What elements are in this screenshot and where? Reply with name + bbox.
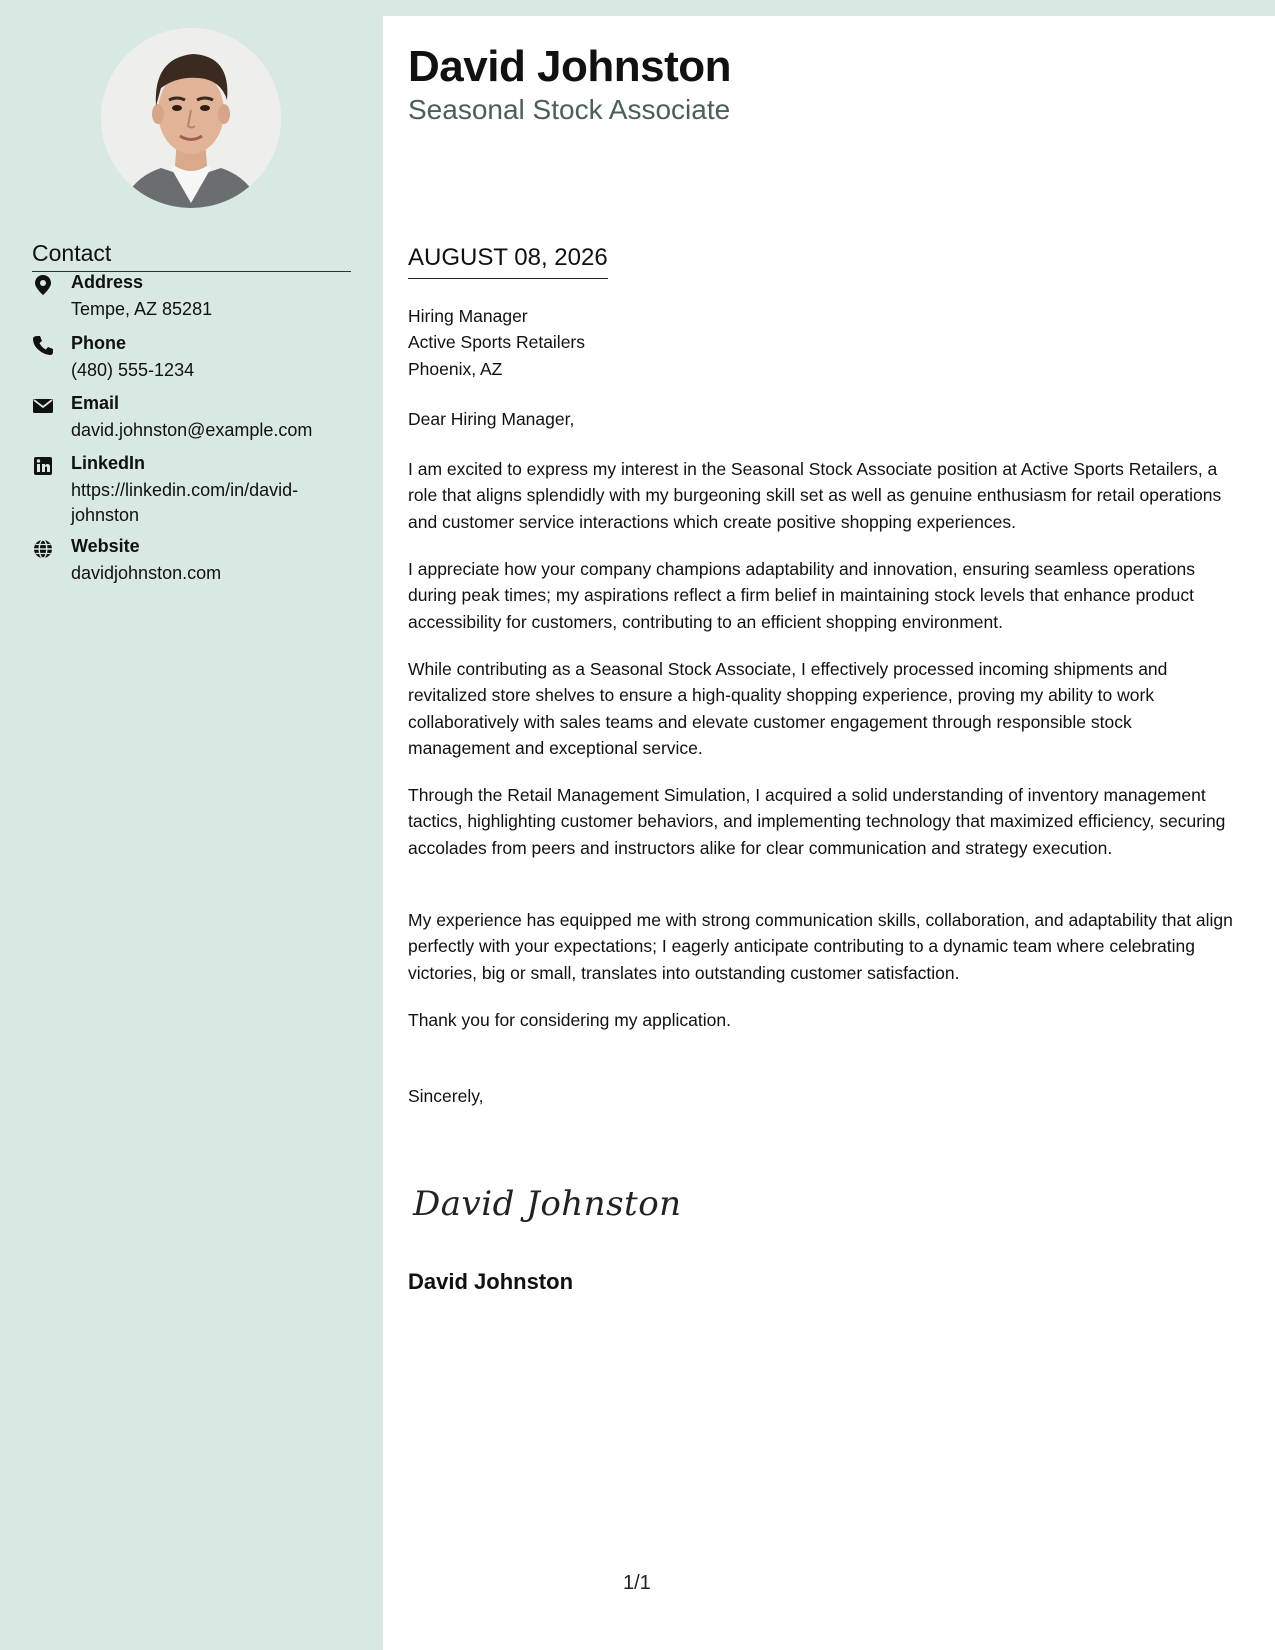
letter-paragraph: I am excited to express my interest in the Seasonal Stock Associate position at Active Sports Retailers, a role that aligns splendidly with my burgeoning skill set as well as genuine enthusiasm for retail operations and customer service interactions which create positive shopping experiences. [408,459,1222,532]
applicant-name: David Johnston [408,42,732,91]
letter-paragraph: While contributing as a Seasonal Stock Associate, I effectively processed incoming shipments and revitalized store shelves to ensure a high-quality shopping experience, proving my ability to work collaboratively with sales teams and elevate customer engagement through responsible stock management and exceptional service. [408,659,1168,758]
contact-heading: Contact [32,240,351,272]
page-number: 1/1 [623,1572,651,1594]
address-label: Address [71,272,144,292]
applicant-role: Seasonal Stock Associate [408,94,731,125]
linkedin-icon [32,455,54,477]
sign-off: Sincerely, [408,1086,484,1106]
salutation: Dear Hiring Manager, [408,409,575,429]
phone-icon [32,335,54,357]
profile-photo [101,28,281,208]
recipient-line: Hiring Manager [408,306,528,326]
email-value[interactable]: david.johnston@example.com [71,420,313,440]
letter-body [383,16,1275,1650]
signer-name: David Johnston [408,1269,574,1294]
letter-paragraph: My experience has equipped me with strong communication skills, collaboration, and adaptability that align perfectly with your expectations; I eagerly anticipate contributing to a dynamic team where celebrating victories, big or small, translates into outstanding customer satisfaction. [408,910,1233,983]
portrait-image [101,28,281,208]
phone-label: Phone [71,333,127,353]
website-value[interactable]: davidjohnston.com [71,563,222,583]
phone-value: (480) 555-1234 [71,360,195,380]
letter-paragraph: I appreciate how your company champions adaptability and innovation, ensuring seamless operations during peak times; my aspirations reflect a firm belief in maintaining stock levels that enhance product accessibility for customers, contributing to an efficient shopping environment. [408,559,1195,632]
linkedin-value[interactable]: https://linkedin.com/in/david-johnston [71,480,299,525]
letter-paragraph: Through the Retail Management Simulation, I acquired a solid understanding of inventory management tactics, highlighting customer behaviors, and implementing technology that maximized efficiency, securing accolades from peers and instructors alike for clear communication and strategy execution. [408,785,1226,858]
closing-line: Thank you for considering my application. [408,1010,731,1030]
globe-icon [32,538,54,560]
recipient-line: Active Sports Retailers [408,332,586,353]
recipient-block [408,303,1238,382]
letter-date: AUGUST 08, 2026 [408,244,608,279]
envelope-icon [32,395,54,417]
email-label: Email [71,393,120,413]
map-pin-icon [32,274,54,296]
handwritten-signature: David Johnston [413,1184,682,1224]
linkedin-label: LinkedIn [71,453,146,473]
sidebar [0,0,383,1650]
address-value: Tempe, AZ 85281 [71,299,213,319]
website-label: Website [71,536,140,556]
recipient-line: Phoenix, AZ [408,358,503,379]
